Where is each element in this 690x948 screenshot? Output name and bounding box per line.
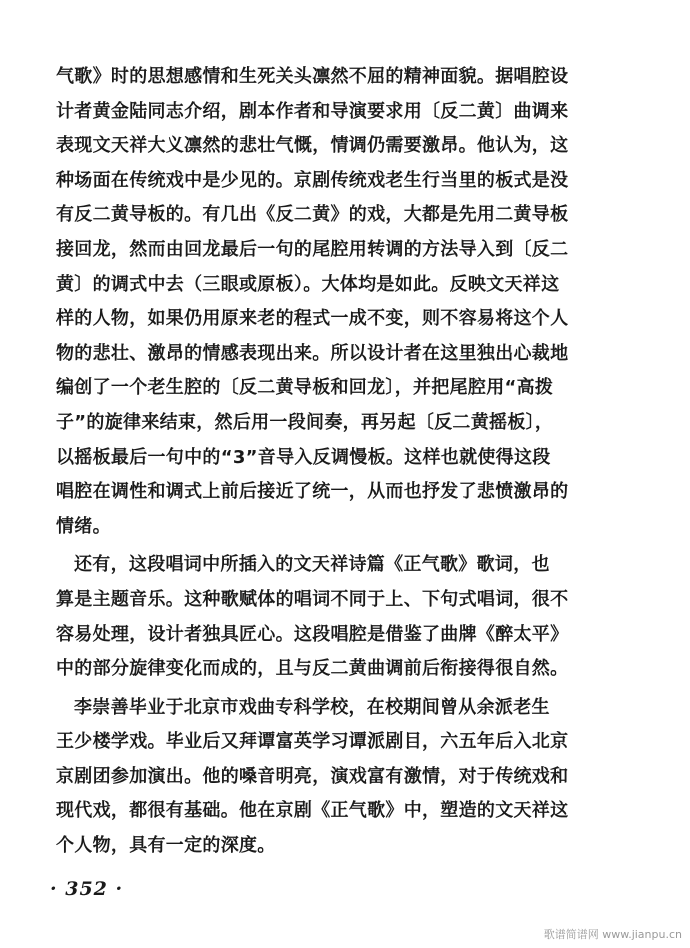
text-line: 情绪。	[56, 515, 111, 537]
text-line: 唱腔在调性和调式上前后接近了统一，从而也抒发了悲愤激昂的	[56, 481, 569, 503]
text-line: 现代戏，都很有基础。他在京剧《正气歌》中，塑造的文天祥这	[56, 800, 569, 822]
text-line: 王少楼学戏。毕业后又拜谭富英学习谭派剧目，六五年后入北京	[56, 731, 569, 753]
text-line: 有反二黄导板的。有几出《反二黄》的戏，大都是先用二黄导板	[56, 204, 569, 226]
text-line: 以摇板最后一句中的“3”音导入反调慢板。这样也就使得这段	[56, 446, 551, 468]
text-line: 中的部分旋律变化而成的，且与反二黄曲调前后衔接得很自然。	[56, 658, 569, 680]
body-text	[56, 60, 641, 864]
text-line: 个人物，具有一定的深度。	[56, 835, 276, 857]
text-line: 算是主题音乐。这种歌赋体的唱词不同于上、下句式唱词，很不	[56, 588, 569, 610]
text-line: 气歌》时的思想感情和生死关头凛然不屈的精神面貌。据唱腔设	[56, 66, 569, 87]
text-line: 样的人物，如果仍用原来老的程式一成不变，则不容易将这个人	[56, 308, 569, 330]
paragraph	[56, 691, 641, 864]
watermark: 歌谱简谱网 www.jianpu.cn	[543, 928, 682, 941]
text-line: 表现文天祥大义凛然的悲壮气慨，情调仍需要激昂。他认为，这	[56, 135, 569, 157]
text-line: 子”的旋律来结束，然后用一段间奏，再另起〔反二黄摇板〕，	[56, 411, 554, 433]
text-line: 计者黄金陆同志介绍，剧本作者和导演要求用〔反二黄〕曲调来	[56, 100, 569, 122]
text-line: 李崇善毕业于北京市戏曲专科学校，在校期间曾从余派老生	[74, 696, 550, 718]
text-line: 容易处理，设计者独具匠心。这段唱腔是借鉴了曲牌《醉太平》	[56, 623, 569, 645]
text-line: 黄〕的调式中去（三眼或原板）。大体均是如此。反映文天祥这	[56, 273, 560, 295]
text-line: 京剧团参加演出。他的嗓音明亮，演戏富有激情，对于传统戏和	[56, 765, 569, 787]
text-line: 接回龙，然而由回龙最后一句的尾腔用转调的方法导入到〔反二	[56, 238, 569, 260]
text-line: 种场面在传统戏中是少见的。京剧传统戏老生行当里的板式是没	[56, 169, 569, 191]
text-line: 物的悲壮、激昂的情感表现出来。所以设计者在这里独出心裁地	[56, 342, 569, 364]
text-line: 编创了一个老生腔的〔反二黄导板和回龙〕，并把尾腔用“高拨	[56, 377, 554, 399]
paragraph	[56, 548, 641, 686]
paragraph	[56, 60, 641, 544]
text-line: 还有，这段唱词中所插入的文天祥诗篇《正气歌》歌词，也	[74, 554, 550, 576]
page-number: · 352 ·	[50, 878, 124, 900]
